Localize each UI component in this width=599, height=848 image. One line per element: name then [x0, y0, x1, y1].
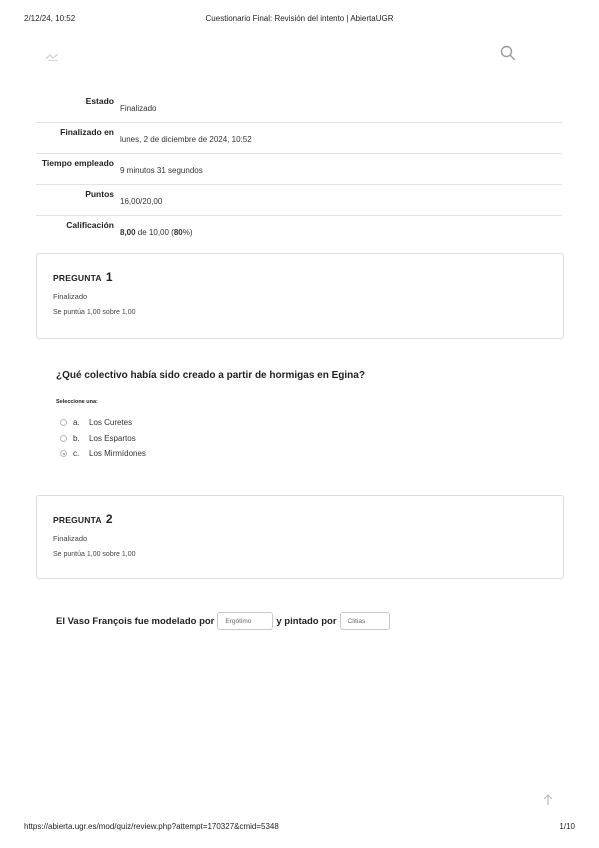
search-icon[interactable] [500, 45, 516, 61]
summary-row-estado [36, 92, 562, 122]
question-1-text: ¿Qué colectivo había sido creado a partir de hormigas en Egina? [56, 370, 365, 381]
question-label: PREGUNTA [53, 515, 102, 525]
print-header [24, 14, 575, 26]
question-mark: Se puntúa 1,00 sobre 1,00 [53, 551, 136, 558]
option-label: Los Espartos [89, 433, 136, 443]
answer-options [60, 415, 146, 462]
question-2-info-card [36, 495, 564, 579]
grade-score: 8,00 [120, 228, 136, 237]
question-mark: Se puntúa 1,00 sobre 1,00 [53, 309, 136, 316]
option-letter: b. [73, 433, 80, 443]
print-footer [24, 822, 575, 834]
grade-max: de 10,00 ( [135, 228, 174, 237]
summary-value: Finalizado [120, 104, 157, 113]
question-heading [53, 512, 113, 526]
summary-label: Finalizado en [60, 127, 114, 137]
option-label: Los Mirmídones [89, 449, 146, 459]
fill-in-answer-field[interactable]: Ergótimo [217, 612, 273, 630]
radio-button[interactable] [60, 435, 67, 442]
summary-row-finalizado-en [36, 122, 562, 153]
option-letter: c. [73, 449, 80, 459]
question-label: PREGUNTA [53, 273, 102, 283]
question-2-text [56, 612, 393, 630]
attempt-summary-table [36, 92, 562, 246]
question-state: Finalizado [53, 534, 88, 543]
option-label: Los Curetes [89, 418, 133, 428]
summary-row-tiempo [36, 153, 562, 184]
answer-option-a[interactable] [60, 415, 146, 431]
answer-prompt: Seleccione una: [56, 399, 98, 405]
radio-button[interactable] [60, 419, 67, 426]
answer-option-b[interactable] [60, 431, 146, 447]
question-state: Finalizado [53, 292, 88, 301]
print-url: https://abierta.ugr.es/mod/quiz/review.php?attempt=170327&cmid=5348 [24, 822, 279, 831]
summary-value: lunes, 2 de diciembre de 2024, 10:52 [120, 135, 252, 144]
summary-row-puntos [36, 184, 562, 215]
question-text-part: El Vaso François fue modelado por [56, 615, 215, 627]
summary-label: Estado [85, 96, 114, 106]
summary-value: 16,00/20,00 [120, 197, 163, 206]
print-date: 2/12/24, 10:52 [24, 14, 76, 23]
summary-row-calificacion [36, 215, 562, 246]
summary-label: Tiempo empleado [41, 158, 114, 168]
summary-label: Puntos [85, 189, 114, 199]
grade-suffix: %) [182, 228, 193, 237]
radio-button-selected[interactable] [60, 450, 67, 457]
arrow-up-icon[interactable] [541, 793, 555, 807]
summary-value: 9 minutos 31 segundos [120, 166, 203, 175]
summary-label: Calificación [66, 220, 114, 230]
option-letter: a. [73, 418, 80, 428]
question-number: 2 [105, 512, 113, 526]
question-1-info-card [36, 253, 564, 339]
fill-in-answer-field[interactable]: Clitias [340, 612, 390, 630]
answer-option-c[interactable] [60, 446, 146, 462]
print-page-title: Cuestionario Final: Revisión del intento | AbiertaUGR [205, 14, 394, 23]
question-number: 1 [105, 270, 113, 284]
question-text-part: y pintado por [276, 615, 337, 627]
grade-percent: 80 [173, 228, 183, 237]
question-heading [53, 270, 113, 284]
print-page-count: 1/10 [559, 822, 575, 831]
site-logo[interactable] [44, 52, 64, 62]
summary-value-grade [114, 216, 193, 246]
